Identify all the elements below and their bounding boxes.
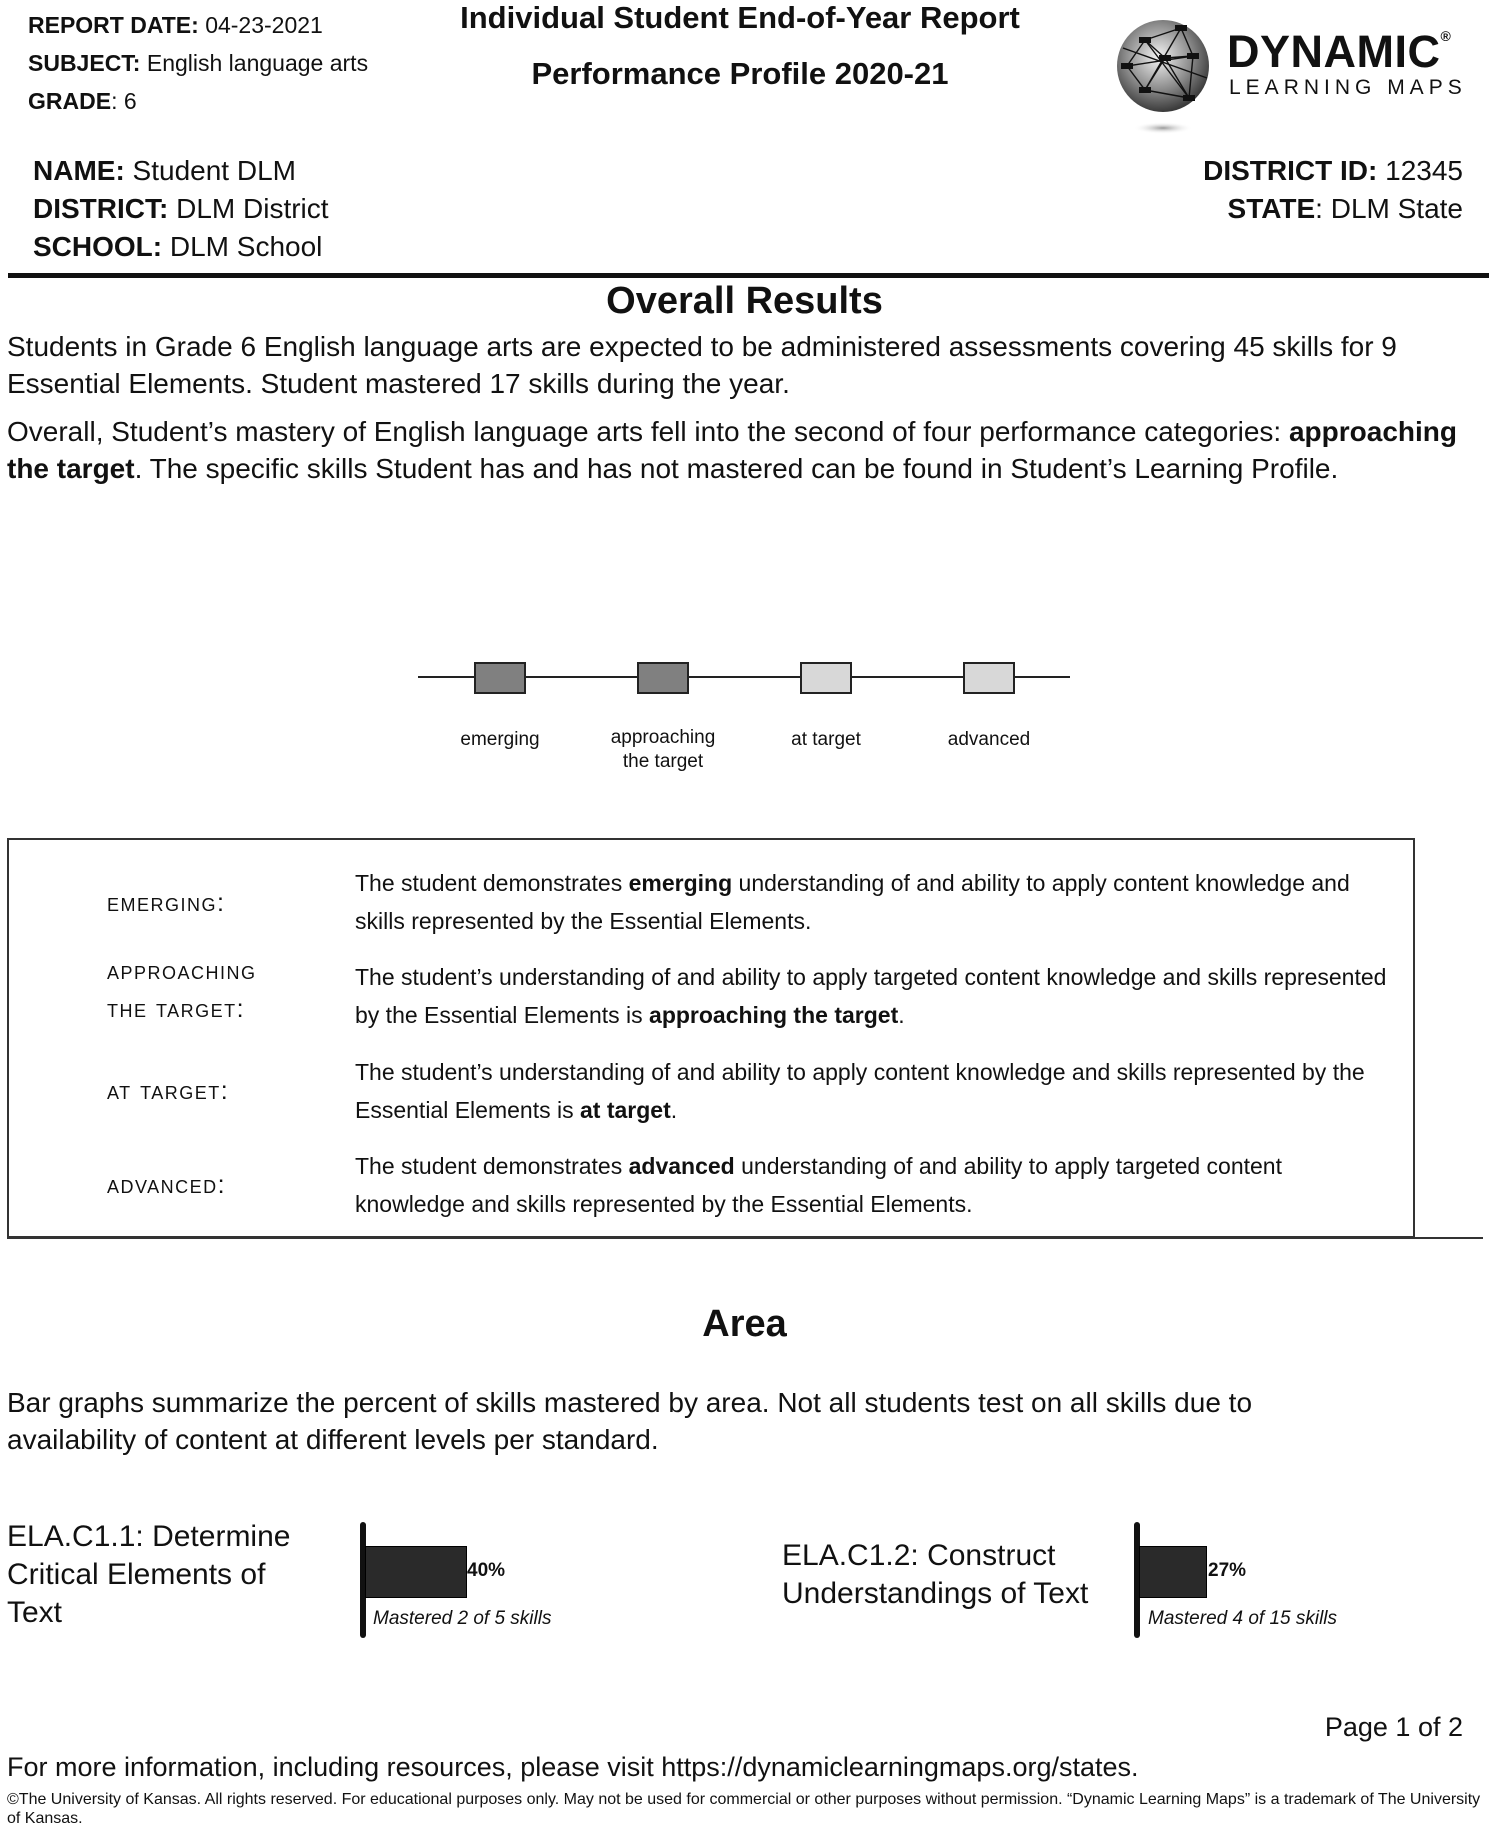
page-number: Page 1 of 2 bbox=[1324, 1712, 1463, 1742]
area-description: Bar graphs summarize the percent of skills mastered by area. Not all students test on all skills due to availability of content at different levels per standard. bbox=[7, 1387, 1253, 1455]
district-name: DLM District bbox=[176, 193, 329, 224]
globe-network-icon bbox=[1115, 18, 1219, 148]
header-divider bbox=[8, 273, 1489, 278]
report-date-label: REPORT DATE: bbox=[28, 12, 199, 38]
scale-label-advanced: advanced bbox=[947, 729, 1031, 750]
bar-note-c1-1: Mastered 2 of 5 skills bbox=[373, 1608, 552, 1629]
scale-label-approaching: approaching the target bbox=[610, 727, 716, 772]
bar-percent-c1-1: 40% bbox=[467, 1560, 506, 1581]
performance-category: approaching the target bbox=[7, 416, 1457, 484]
state-name: DLM State bbox=[1330, 193, 1463, 224]
logo-wordmark: DYNAMIC® bbox=[1227, 26, 1452, 77]
grade-label: GRADE bbox=[28, 88, 112, 114]
student-info: NAME: Student DLM DISTRICT: DLM District SCHOOL: DLM School bbox=[33, 155, 329, 262]
grade: 6 bbox=[123, 88, 137, 114]
bar-fill-c1-2 bbox=[1139, 1546, 1207, 1598]
logo-subtitle: LEARNING MAPS bbox=[1229, 76, 1467, 99]
subject: English language arts bbox=[146, 50, 369, 76]
definitions-divider bbox=[7, 1237, 1483, 1239]
scale-label-at-target: at target bbox=[791, 729, 861, 750]
def-text-at-target: The student’s understanding of and ability to apply content knowledge and skills represented by the Essential Elements is at target. bbox=[355, 1059, 1365, 1123]
def-text-emerging: The student demonstrates emerging understanding of and ability to apply content knowledge and skills represented by the Essential Elements. bbox=[355, 870, 1350, 934]
overall-category-text: Overall, Student’s mastery of English language arts fell into the second of four performance categories: approaching the target. The specific skills Student has and has not mastered can be found in Student’s Learning Profile. bbox=[7, 416, 1457, 484]
more-info-text: For more information, including resources, please visit https://dynamiclearningmaps.org/states. bbox=[7, 1752, 1139, 1782]
report-date: 04-23-2021 bbox=[205, 12, 323, 38]
performance-definitions-box bbox=[7, 838, 1415, 1238]
report-title-line2: Performance Profile 2020-21 bbox=[531, 56, 949, 91]
district-info: DISTRICT ID: 12345 STATE: DLM State bbox=[1203, 155, 1463, 224]
subject-label: SUBJECT: bbox=[28, 50, 141, 76]
def-term-at-target: at target: bbox=[107, 1077, 230, 1105]
def-term-approaching: approaching the target: bbox=[107, 957, 257, 1023]
district-id: 12345 bbox=[1385, 155, 1463, 186]
area-label-c1-2: ELA.C1.2: Construct Understandings of Text bbox=[782, 1539, 1089, 1610]
area-title: Area bbox=[702, 1303, 787, 1345]
scale-box-advanced bbox=[963, 662, 1015, 694]
school-name: DLM School bbox=[169, 231, 323, 262]
scale-label-emerging: emerging bbox=[460, 729, 540, 750]
bar-note-c1-2: Mastered 4 of 15 skills bbox=[1148, 1608, 1338, 1629]
bar-fill-c1-1 bbox=[365, 1546, 467, 1598]
copyright-notice: ©The University of Kansas. All rights reserved. For educational purposes only. May not be used for commercial or other purposes without permission. “Dynamic Learning Maps” is a trademark of The University of Kansas. bbox=[7, 1791, 1481, 1827]
student-name: Student DLM bbox=[132, 155, 296, 186]
def-term-emerging: emerging: bbox=[107, 889, 226, 917]
scale-box-at-target bbox=[800, 662, 852, 694]
overall-results-title: Overall Results bbox=[606, 280, 883, 322]
area-label-c1-1: ELA.C1.1: Determine Critical Elements of Text bbox=[7, 1520, 291, 1629]
bar-percent-c1-2: 27% bbox=[1208, 1560, 1247, 1581]
def-term-advanced: advanced: bbox=[107, 1171, 227, 1199]
overall-summary: Students in Grade 6 English language arts are expected to be administered assessments covering 45 skills for 9 Essential Elements. Student mastered 17 skills during the year. bbox=[7, 331, 1397, 399]
scale-box-approaching bbox=[637, 662, 689, 694]
report-title-line1: Individual Student End-of-Year Report bbox=[460, 0, 1020, 35]
def-text-approaching: The student’s understanding of and ability to apply targeted content knowledge and skills represented by the Essential Elements is approaching the target. bbox=[355, 964, 1387, 1028]
dlm-logo bbox=[1115, 18, 1485, 128]
def-text-advanced: The student demonstrates advanced understanding of and ability to apply targeted content knowledge and skills represented by the Essential Elements. bbox=[355, 1153, 1282, 1217]
report-meta: REPORT DATE: 04-23-2021 SUBJECT: English language arts GRADE: 6 bbox=[28, 12, 369, 114]
scale-box-emerging bbox=[474, 662, 526, 694]
